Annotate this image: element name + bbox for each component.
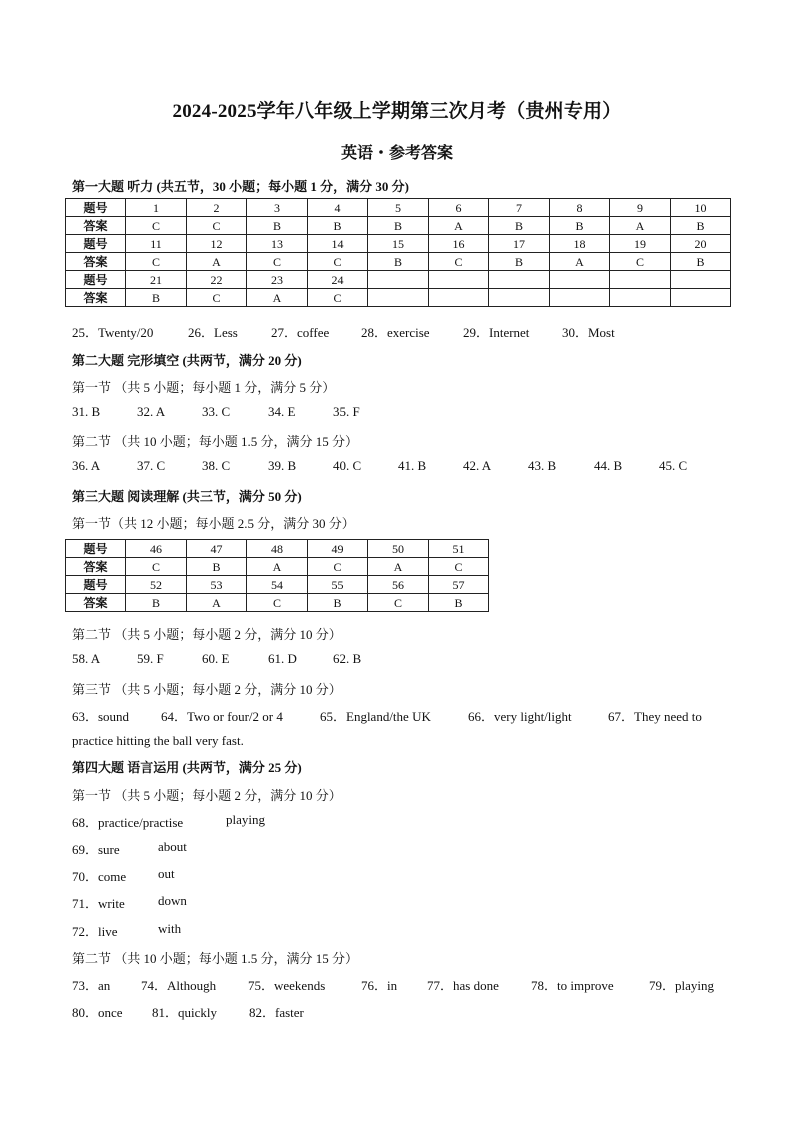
question-number-cell: 16 [429,235,489,253]
question-number-cell [671,271,731,289]
question-number-cell: 53 [187,576,247,594]
reading-answer-table [65,539,489,612]
answer-item: 82．faster [249,1005,304,1020]
answer-cell: B [308,217,368,235]
answer-cell: A [550,253,610,271]
answer-item: 65．England/the UK [320,709,431,724]
answer-cell: C [187,217,247,235]
answer-item: 42. A [463,458,492,473]
answer-item: 28．exercise [361,325,430,340]
answer-cell: C [247,253,308,271]
answer-cell: C [126,253,187,271]
answer-item: 77．has done [427,978,499,993]
answer-cell: B [187,558,247,576]
answer-item: 67．They need to [608,709,702,724]
question-number-cell: 21 [126,271,187,289]
answer-cell: A [429,217,489,235]
question-number-row [66,235,731,253]
answer-cell: A [187,594,247,612]
answer-item: 43. B [528,458,557,473]
part3-section2-heading: 第二节 （共 5 小题；每小题 2 分，满分 10 分） [72,627,342,642]
question-number-cell: 46 [126,540,187,558]
answer-item: 69．sure [72,842,120,857]
row-label-question: 题号 [66,199,126,217]
answer-item: 64．Two or four/2 or 4 [161,709,283,724]
answer-item: 75．weekends [248,978,326,993]
answer-cell: C [308,558,368,576]
question-number-cell: 15 [368,235,429,253]
answer-item: 58. A [72,651,101,666]
answer-item: about [158,839,187,854]
part2-section2-heading: 第二节 （共 10 小题；每小题 1.5 分，满分 15 分） [72,434,359,449]
answer-item: 70．come [72,869,127,884]
question-number-cell: 22 [187,271,247,289]
answer-cell: A [610,217,671,235]
question-number-cell: 20 [671,235,731,253]
part3-section1-heading: 第一节（共 12 小题；每小题 2.5 分，满分 30 分） [72,516,355,531]
answer-item: 81．quickly [152,1005,217,1020]
row-label-answer: 答案 [66,289,126,307]
question-number-cell [489,271,550,289]
answer-cell: A [247,289,308,307]
question-number-cell: 55 [308,576,368,594]
answer-cell: C [429,253,489,271]
question-number-cell: 5 [368,199,429,217]
answer-item: 36. A [72,458,101,473]
question-number-cell: 2 [187,199,247,217]
answer-item: 71．write [72,896,125,911]
page-title: 2024-2025学年八年级上学期第三次月考（贵州专用） [172,101,622,122]
row-label-question: 题号 [66,271,126,289]
answer-item: out [158,866,175,881]
answer-cell: C [308,289,368,307]
question-number-cell: 18 [550,235,610,253]
answer-item: playing [226,812,265,827]
answer-cell: C [247,594,308,612]
answer-cell [489,289,550,307]
answer-item: 39. B [268,458,297,473]
answer-row [66,289,731,307]
answer-item: with [158,921,182,936]
answer-cell: B [671,217,731,235]
question-number-cell: 3 [247,199,308,217]
answer-item: 26．Less [188,325,238,340]
answer-cell: B [308,594,368,612]
answer-item: 74．Although [141,978,217,993]
answer-item: 73．an [72,978,111,993]
question-number-row [66,576,489,594]
question-number-cell: 9 [610,199,671,217]
answer-cell [429,289,489,307]
question-number-cell: 24 [308,271,368,289]
answer-item: 68．practice/practise [72,815,184,830]
part3-heading: 第三大题 阅读理解 (共三节，满分 50 分) [72,489,302,504]
answer-cell: C [610,253,671,271]
answer-item: 37. C [137,458,166,473]
answer-cell: B [550,217,610,235]
part3-section3-heading: 第三节 （共 5 小题；每小题 2 分，满分 10 分） [72,682,342,697]
answer-item: 32. A [137,404,166,419]
answer-item: 60. E [202,651,230,666]
answer-item: 27．coffee [271,325,330,340]
answer-item: 40. C [333,458,362,473]
question-number-cell: 51 [429,540,489,558]
question-number-cell: 19 [610,235,671,253]
question-number-cell [368,271,429,289]
question-number-cell: 49 [308,540,368,558]
answer-cell: B [368,253,429,271]
answer-cell: A [368,558,429,576]
answer-item: 31. B [72,404,101,419]
question-number-cell: 11 [126,235,187,253]
answer-item: 35. F [333,404,360,419]
answer-item: 25．Twenty/20 [72,325,154,340]
answer-cell: C [429,558,489,576]
row-label-question: 题号 [66,235,126,253]
question-number-cell: 48 [247,540,308,558]
answer-cell: B [126,289,187,307]
question-number-cell: 57 [429,576,489,594]
answer-item: 72．live [72,924,118,939]
part2-section1-heading: 第一节 （共 5 小题；每小题 1 分，满分 5 分） [72,380,336,395]
answer-item: 44. B [594,458,623,473]
answer-item: 30．Most [562,325,615,340]
answer-cell: B [368,217,429,235]
question-number-cell: 56 [368,576,429,594]
answer-item: 79．playing [649,978,714,993]
answer-cell: C [308,253,368,271]
question-number-row [66,199,731,217]
answer-item: 62. B [333,651,362,666]
answer-item: 80．once [72,1005,123,1020]
answer-row [66,558,489,576]
answer-item: 59. F [137,651,164,666]
answer-cell: B [489,253,550,271]
row-label-answer: 答案 [66,594,126,612]
answer-cell: C [126,217,187,235]
answer-cell: B [126,594,187,612]
answer-item: 34. E [268,404,296,419]
answer-cell [368,289,429,307]
answer-item: 45. C [659,458,688,473]
answer-item: 78．to improve [531,978,614,993]
part1-heading: 第一大题 听力 (共五节，30 小题；每小题 1 分，满分 30 分) [72,179,409,194]
answer-cell [610,289,671,307]
listening-answer-table [65,198,731,307]
answer-item: 66．very light/light [468,709,572,724]
question-number-row [66,540,489,558]
part4-section1-heading: 第一节 （共 5 小题；每小题 2 分，满分 10 分） [72,788,342,803]
answer-cell [550,289,610,307]
question-number-cell: 14 [308,235,368,253]
question-number-cell: 54 [247,576,308,594]
question-number-cell: 50 [368,540,429,558]
answer-item: 38. C [202,458,231,473]
row-label-answer: 答案 [66,558,126,576]
answer-cell: B [489,217,550,235]
question-number-cell: 12 [187,235,247,253]
question-number-cell: 13 [247,235,308,253]
answer-row [66,253,731,271]
answer-cell: A [247,558,308,576]
answer-item: 29．Internet [463,325,530,340]
answer-item: down [158,893,187,908]
question-number-cell [610,271,671,289]
row-label-question: 题号 [66,540,126,558]
part3-section3-wrap: practice hitting the ball very fast. [72,733,244,748]
answer-item: 41. B [398,458,427,473]
part4-section2-heading: 第二节 （共 10 小题；每小题 1.5 分，满分 15 分） [72,951,359,966]
part4-heading: 第四大题 语言运用 (共两节，满分 25 分) [72,760,302,775]
question-number-cell [550,271,610,289]
question-number-cell: 23 [247,271,308,289]
question-number-cell: 6 [429,199,489,217]
answer-cell: C [126,558,187,576]
row-label-answer: 答案 [66,253,126,271]
answer-row [66,217,731,235]
answer-item: 33. C [202,404,231,419]
row-label-answer: 答案 [66,217,126,235]
answer-item: 61. D [268,651,297,666]
answer-cell: C [368,594,429,612]
part2-heading: 第二大题 完形填空 (共两节，满分 20 分) [72,353,302,368]
answer-cell: B [671,253,731,271]
answer-cell [671,289,731,307]
question-number-cell: 47 [187,540,247,558]
question-number-cell: 8 [550,199,610,217]
row-label-question: 题号 [66,576,126,594]
answer-cell: A [187,253,247,271]
question-number-cell: 17 [489,235,550,253]
answer-cell: B [429,594,489,612]
answer-item: 76．in [361,978,398,993]
question-number-cell: 52 [126,576,187,594]
answer-item: 63．sound [72,709,130,724]
question-number-row [66,271,731,289]
answer-cell: B [247,217,308,235]
question-number-cell: 4 [308,199,368,217]
answer-row [66,594,489,612]
question-number-cell: 1 [126,199,187,217]
question-number-cell: 10 [671,199,731,217]
page-subtitle: 英语・参考答案 [340,145,453,162]
question-number-cell [429,271,489,289]
question-number-cell: 7 [489,199,550,217]
answer-cell: C [187,289,247,307]
